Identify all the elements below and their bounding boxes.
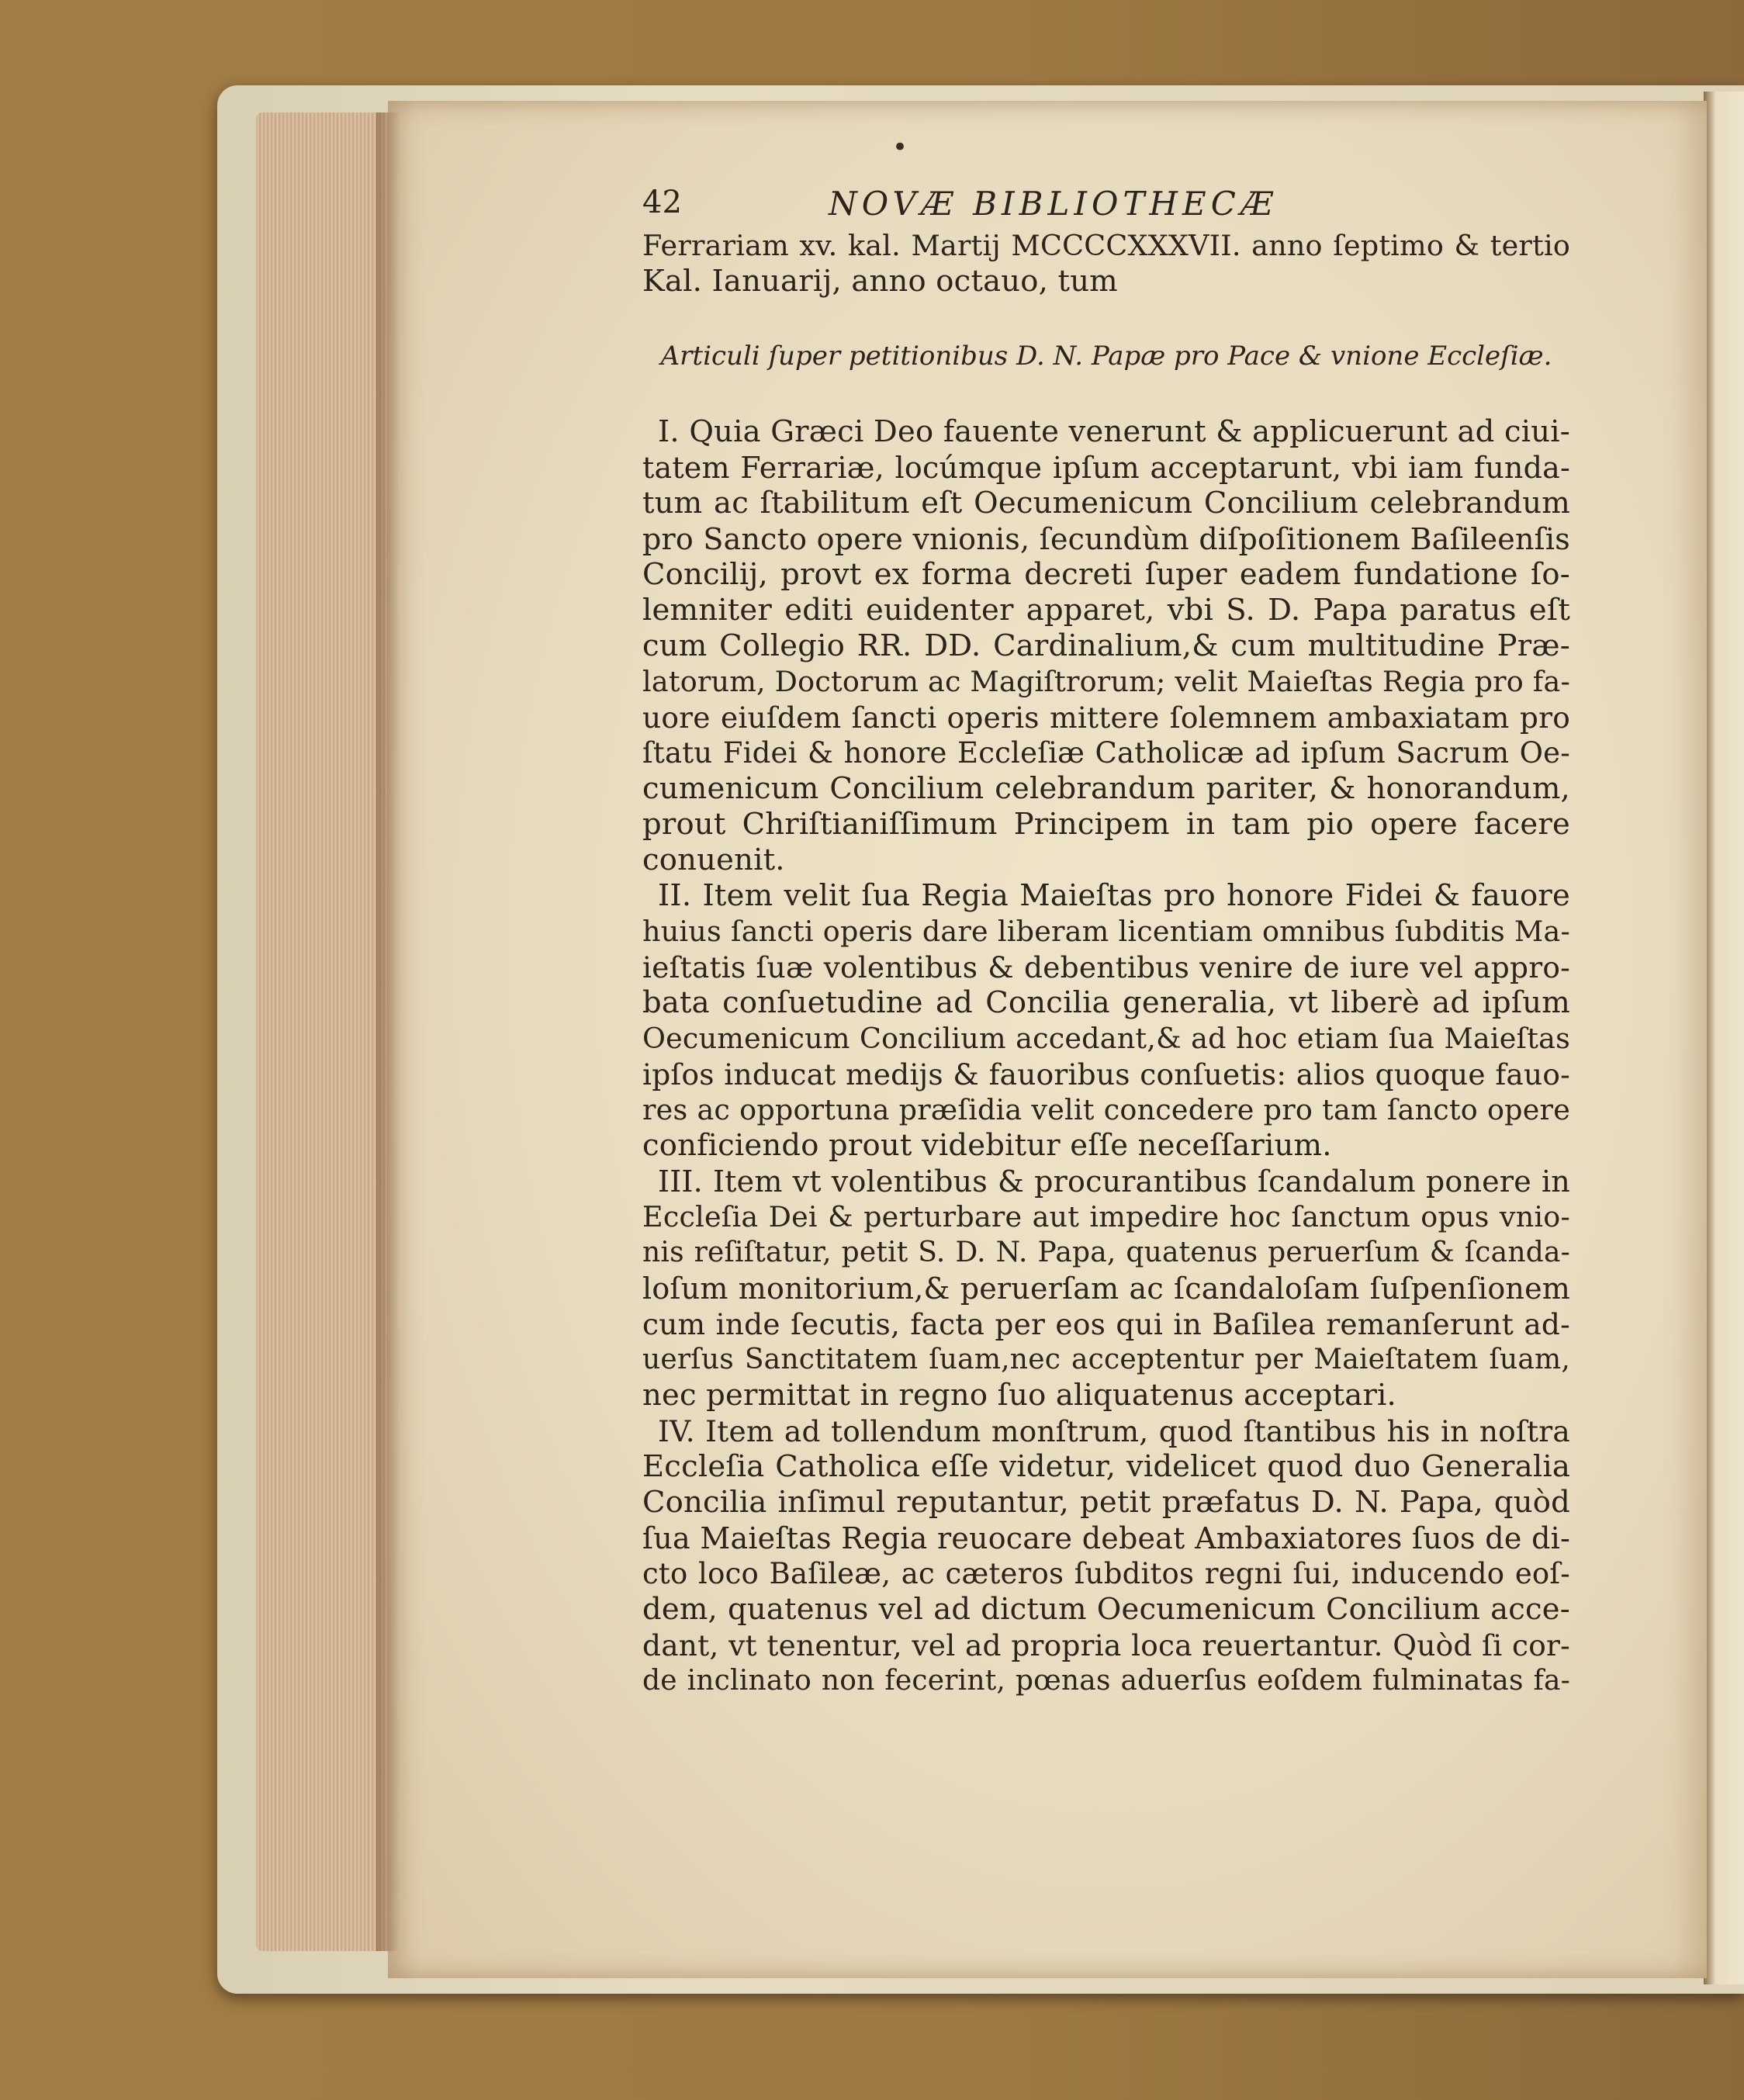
text-line: III. Item vt volentibus & procurantibus ſcandalum ponere in [658, 1164, 1570, 1199]
text-line: II. Item velit ſua Regia Maieſtas pro honore Fidei & fauore [658, 878, 1570, 913]
text-line: loſum monitorium,& peruerſam ac ſcandaloſam ſuſpenſionem [642, 1271, 1570, 1306]
text-line: I. Quia Græci Deo fauente venerunt & applicuerunt ad ciui- [658, 414, 1570, 449]
text-line: conuenit. [642, 842, 785, 877]
text-line: ipſos inducat medijs & fauoribus conſuetis: alios quoque fauo- [642, 1057, 1570, 1092]
text-line: Concilij, provt ex forma decreti ſuper eadem fundatione ſo- [642, 557, 1570, 592]
running-head-title: NOVÆ BIBLIOTHECÆ [829, 185, 1278, 223]
text-line: cum inde ſecutis, facta per eos qui in Baſilea remanſerunt ad- [642, 1307, 1570, 1341]
text-line: latorum, Doctorum ac Magiſtrorum; velit Maieſtas Regia pro fa- [642, 665, 1570, 698]
text-line: Eccleſia Dei & perturbare aut impedire hoc ſanctum opus vnio- [642, 1200, 1570, 1233]
text-line: Concilia inſimul reputantur, petit præfatus D. N. Papa, quòd [642, 1485, 1570, 1520]
text-line: huius ſancti operis dare liberam licentiam omnibus ſubditis Ma- [642, 915, 1570, 948]
section-subtitle: Articuli ſuper petitionibus D. N. Papæ pro Pace & vnione Eccleſiæ. [660, 341, 1552, 372]
text-line: ſtatu Fidei & honore Eccleſiæ Catholicæ ad ipſum Sacrum Oe- [642, 736, 1570, 770]
text-line: Oecumenicum Concilium accedant,& ad hoc etiam ſua Maieſtas [642, 1022, 1570, 1055]
text-line: de inclinato non fecerint, pœnas aduerſus eoſdem fulminatas fa- [642, 1665, 1570, 1697]
gutter-shadow [376, 112, 400, 1951]
running-head [642, 185, 1570, 228]
text-line: Ferrariam xv. kal. Martij MCCCCXXXVII. anno ſeptimo & tertio [642, 229, 1570, 262]
article-3 [642, 1164, 1570, 1413]
page-block-edges [256, 112, 388, 1951]
text-line: nec permittat in regno ſuo aliquatenus acceptari. [642, 1378, 1396, 1413]
article-4 [642, 1413, 1570, 1699]
text-line: prout Chriſtianiſſimum Principem in tam pio opere facere [642, 807, 1570, 842]
text-line: uerſus Sanctitatem ſuam,nec acceptentur per Maieſtatem ſuam, [642, 1344, 1570, 1375]
text-line: dem, quatenus vel ad dictum Oecumenicum Concilium acce- [642, 1592, 1570, 1627]
text-line: Kal. Ianuarij, anno octauo, tum [642, 264, 1118, 299]
text-line: tatem Ferrariæ, locúmque ipſum acceptarunt, vbi iam funda- [642, 451, 1570, 485]
facing-page-sliver [1704, 92, 1744, 1984]
intro-paragraph [642, 228, 1570, 299]
page-number: 42 [642, 185, 682, 220]
text-line: IV. Item ad tollendum monſtrum, quod ſtantibus his in noſtra [658, 1414, 1570, 1448]
text-line: cto loco Baſileæ, ac cæteros ſubditos regni ſui, inducendo eoſ- [642, 1557, 1570, 1590]
ink-mark-icon: • [892, 132, 908, 163]
text-line: ieſtatis ſuæ volentibus & debentibus venire de iure vel appro- [642, 950, 1570, 984]
text-line: conficiendo prout videbitur eſſe neceſſarium. [642, 1128, 1332, 1163]
text-line: tum ac ſtabilitum eſt Oecumenicum Concilium celebrandum [642, 486, 1570, 521]
article-1 [642, 414, 1570, 878]
text-line: pro Sancto opere vnionis, ſecundùm diſpoſitionem Baſileenſis [642, 522, 1570, 556]
text-line: cum Collegio RR. DD. Cardinalium,& cum multitudine Præ- [642, 628, 1570, 663]
text-line: bata conſuetudine ad Concilia generalia, vt liberè ad ipſum [642, 985, 1570, 1020]
text-line: res ac opportuna præſidia velit concedere pro tam ſancto opere [642, 1093, 1570, 1126]
text-block [642, 185, 1570, 1699]
text-line: dant, vt tenentur, vel ad propria loca reuertantur. Quòd ſi cor- [642, 1628, 1570, 1662]
text-line: nis reſiſtatur, petit S. D. N. Papa, quatenus peruerſum & ſcanda- [642, 1237, 1570, 1268]
text-line: cumenicum Concilium celebrandum pariter, & honorandum, [642, 771, 1570, 806]
text-line: ſua Maieſtas Regia reuocare debeat Ambaxiatores ſuos de di- [642, 1521, 1570, 1555]
text-line: lemniter editi euidenter apparet, vbi S. D. Papa paratus eſt [642, 593, 1570, 628]
article-2 [642, 878, 1570, 1164]
text-line: uore eiuſdem ſancti operis mittere ſolemnem ambaxiatam pro [642, 701, 1570, 735]
text-line: Eccleſia Catholica eſſe videtur, videlicet quod duo Generalia [642, 1449, 1570, 1484]
